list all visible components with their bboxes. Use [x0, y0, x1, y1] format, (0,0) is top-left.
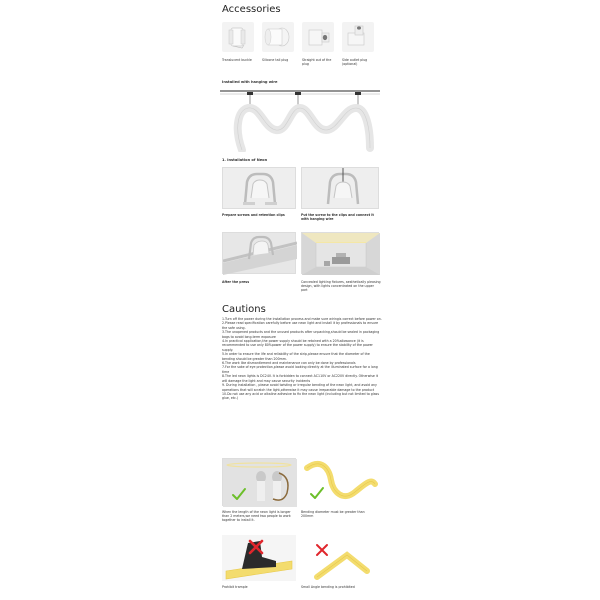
accessory-label-tail-plug: Silicone tail plug [262, 58, 289, 62]
install-step-3-caption: After the press [222, 280, 250, 284]
caution-item: 3.The unopened products and the unused products after unpacking,should be sealed in packaging bags to avoid long-term exposure [222, 330, 380, 339]
install-step-4-image [301, 232, 379, 274]
caution-item: 8.The led neon lights is DC24V. It is forbidden to connect AC110V or AC220V directly. Otherwise it will damage the light and may cause security incidents [222, 374, 378, 383]
accessory-label-side-plug: Side outlet plug (optional) [342, 58, 368, 66]
tip-small-angle-image [301, 535, 379, 581]
caution-item: 2.Please read specification carefully before use neon light and install it by professionals to ensure the safe using. [222, 321, 379, 330]
caution-item: 4.In practical application,the power supply should be retained with a 20%allowance (it is recommended to use only 80%power of the power supply) to ensure the stability of the power supply. [222, 339, 373, 352]
accessory-image-tail-plug [262, 22, 294, 52]
accessory-image-buckle [222, 22, 254, 52]
caution-item: 6.The work like dismantlement and maintenance can only be done by professionals [222, 361, 356, 366]
tip-trample-caption: Prohibit trample [222, 585, 248, 589]
install-step-2-image [301, 167, 379, 209]
cautions-title: Cautions [222, 304, 266, 315]
install-step-3-image [222, 232, 296, 274]
tip-bending-caption: Bending diameter must be greater than 200mm [301, 510, 365, 518]
hanging-wire-illustration [220, 88, 380, 152]
accessories-title: Accessories [222, 4, 281, 15]
tip-bending-image [301, 458, 379, 506]
hanging-wire-label: Installed with hanging wire [222, 80, 278, 84]
caution-item: 10.Do not use any acid or alkaline adhesive to fix the neon light (including but not limited to glass glue, etc.) [222, 391, 379, 401]
install-step-1-image [222, 167, 296, 209]
caution-item: 5.In order to ensure the life and reliability of the strip,please ensure that the diameter of the bending should be greater than 200mm. [222, 352, 370, 361]
tip-small-angle-caption: Small Angle bending is prohibited [301, 585, 355, 589]
install-step-4-caption: Concealed lighting fixtures, aesthetically pleasing design, with lights concentrated on the upper part [301, 280, 381, 292]
accessory-image-straight-plug [302, 22, 334, 52]
installation-label: 1. Installation of Neon [222, 158, 268, 162]
tip-two-people-image [222, 458, 296, 506]
tip-trample-image [222, 535, 296, 581]
accessory-label-straight-plug: Straight out of the plug [302, 58, 332, 66]
cautions-list [222, 317, 382, 401]
install-step-2-caption: Put the screw to the clips and connect it with hanging wire [301, 213, 374, 221]
caution-item: 7.For the sake of eye protection,please avoid looking directly at the illuminated surface for a long time [222, 365, 378, 374]
caution-item: 1.Turn off the power during the installation process and make sure wiringis correct before power on. [222, 317, 382, 321]
accessory-image-side-plug [342, 22, 374, 52]
caution-item: 9. During installation , please avoid twisting or irregular bending of the neon light, and avoid any operations that will scratch the light,otherwise it may cause irreparable damage to the product [222, 383, 377, 392]
cross-icon [317, 545, 327, 555]
install-step-1-caption: Prepare screws and retention clips [222, 213, 285, 217]
check-icon [311, 488, 323, 498]
tip-two-people-caption: When the length of the neon light is longer than 2 meters,we need two people to work together to install it. [222, 510, 291, 522]
accessory-label-buckle: Translucent buckle [222, 58, 252, 62]
